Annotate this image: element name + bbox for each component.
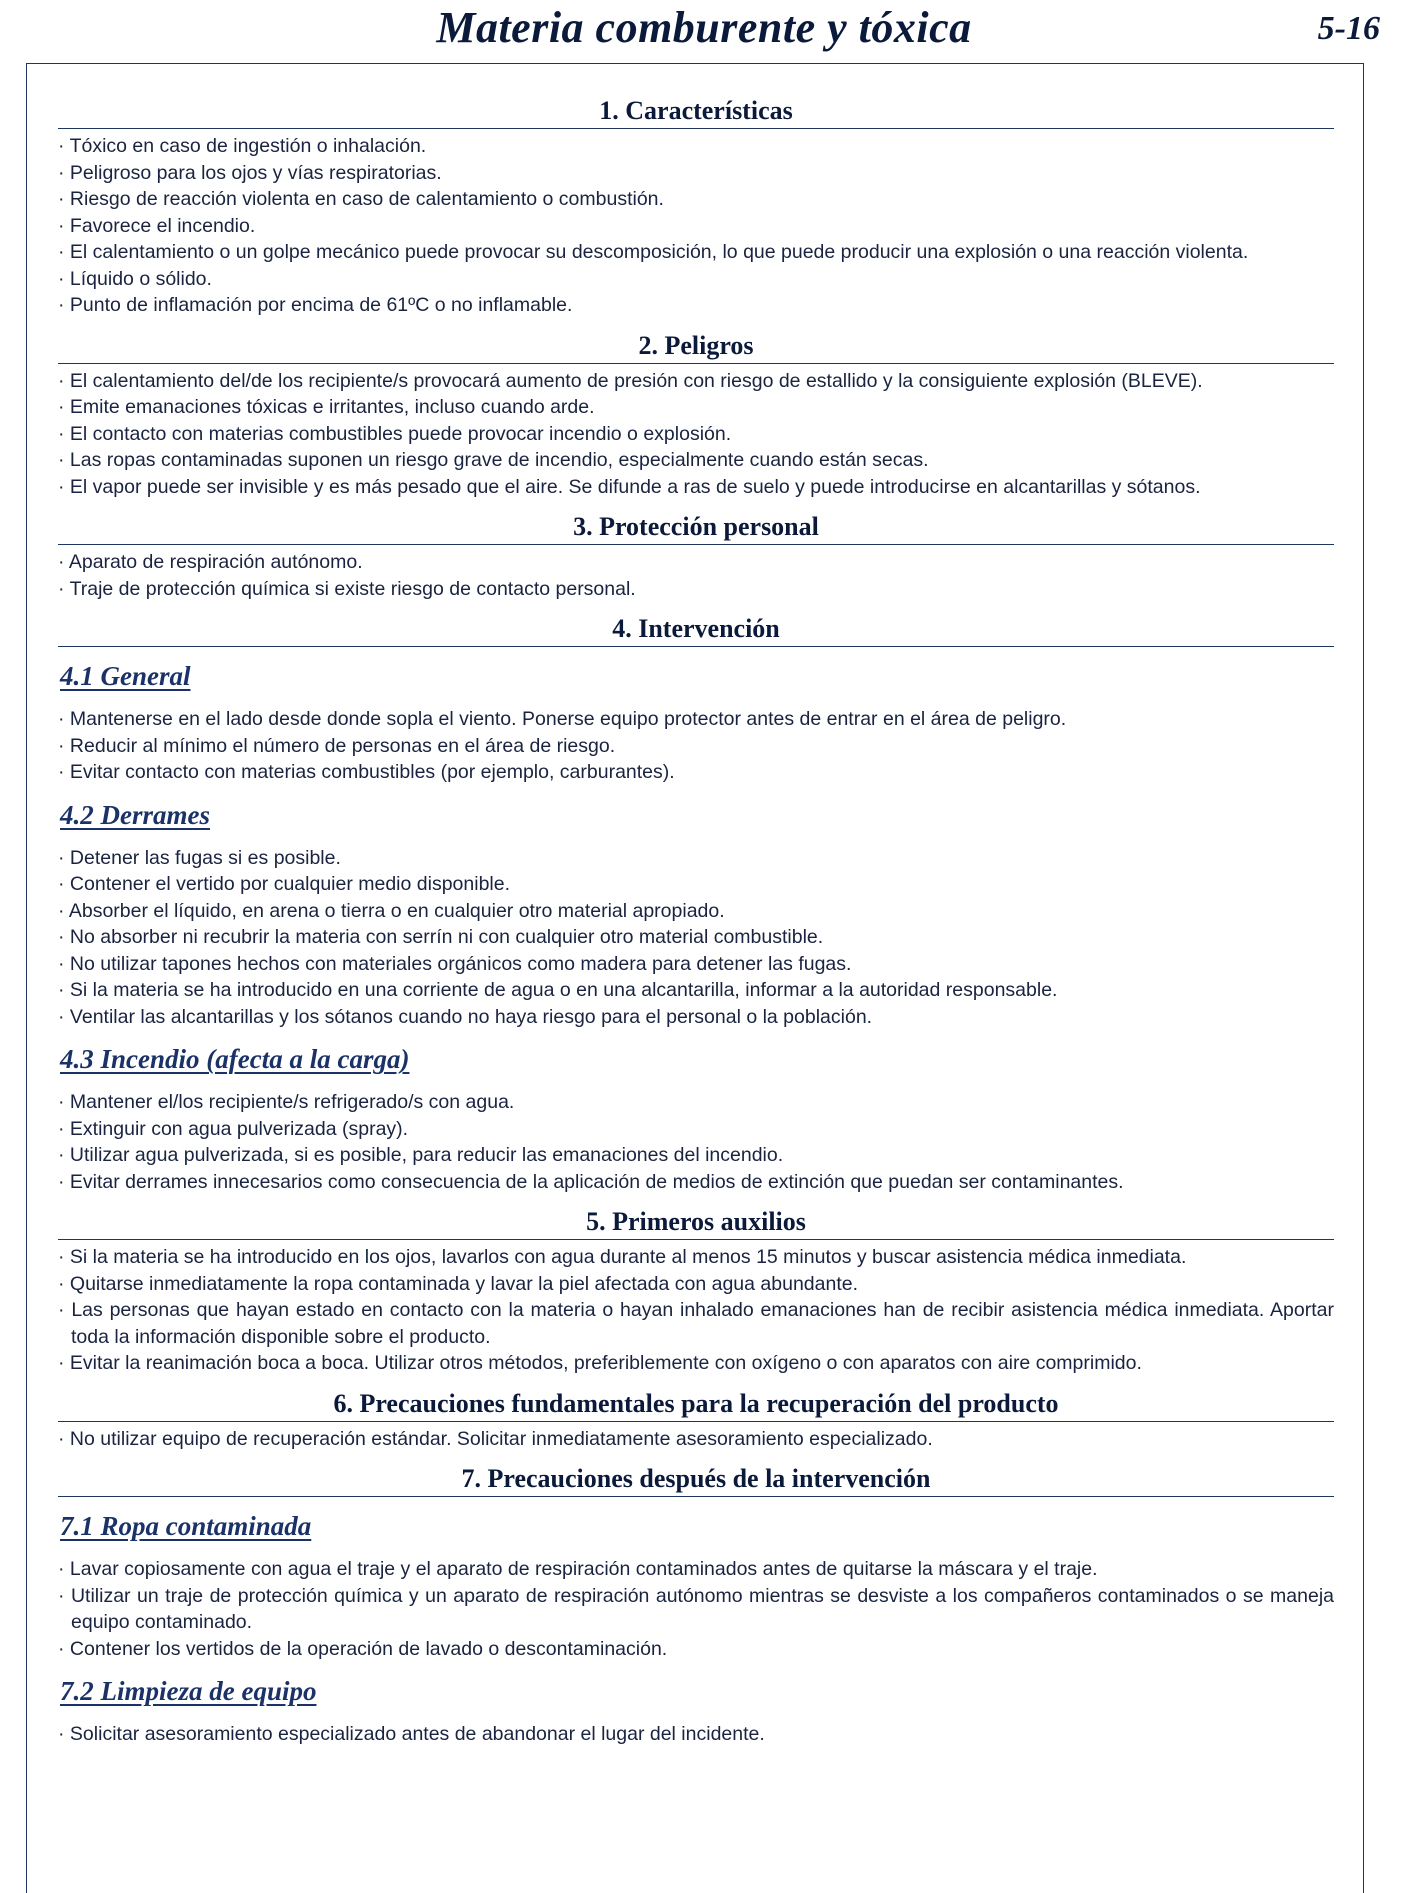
list-item-text: Extinguir con agua pulverizada (spray).	[69, 1117, 409, 1140]
subsection-heading: 4.2 Derrames	[60, 799, 210, 830]
list-item-text: Absorber el líquido, en arena o tierra o en cualquier otro material apropiado.	[68, 899, 725, 922]
bullet-dot-icon: ·	[58, 1144, 70, 1166]
list-item-text: No utilizar equipo de recuperación estándar. Solicitar inmediatamente asesoramiento especializado.	[69, 1427, 933, 1450]
bullet-list	[58, 706, 1334, 786]
subsection-heading: 7.1 Ropa contaminada	[60, 1511, 312, 1541]
bullet-dot-icon: ·	[58, 1005, 70, 1028]
list-item-text: Mantenerse en el lado desde donde sopla el viento. Ponerse equipo protector antes de entrar en el área de peligro.	[69, 708, 1067, 730]
bullet-dot-icon: ·	[58, 708, 70, 730]
list-item-text: Utilizar un traje de protección química y un aparato de respiración autónomo mientras se desviste a los compañeros contaminados o se maneja equipo contaminado.	[70, 1584, 1335, 1633]
section-heading: 2. Peligros	[58, 331, 1334, 364]
list-item	[58, 1583, 1334, 1636]
list-item	[58, 845, 1334, 872]
bullet-dot-icon: ·	[58, 979, 70, 1001]
list-item-text: El calentamiento o un golpe mecánico puede provocar su descomposición, lo que puede producir una explosión o una reacción violenta.	[69, 241, 1249, 263]
list-item	[58, 474, 1334, 501]
bullet-dot-icon: ·	[58, 577, 70, 600]
list-item	[58, 1297, 1334, 1350]
bullet-dot-icon: ·	[58, 294, 70, 316]
bullet-dot-icon: ·	[58, 761, 70, 783]
page-header	[0, 0, 1408, 60]
bullet-dot-icon: ·	[58, 449, 70, 471]
bullet-dot-icon: ·	[58, 369, 70, 392]
list-item	[58, 1426, 1334, 1453]
bullet-list	[58, 133, 1334, 319]
list-item	[58, 706, 1334, 733]
list-item	[58, 421, 1334, 448]
list-item-text: Tóxico en caso de ingestión o inhalación.	[69, 135, 427, 157]
list-item	[58, 898, 1334, 925]
bullet-dot-icon: ·	[58, 1246, 70, 1268]
bullet-dot-icon: ·	[58, 422, 70, 445]
list-item-text: Evitar derrames innecesarios como consecuencia de la aplicación de medios de extinción que puedan ser contaminantes.	[69, 1170, 1124, 1193]
bullet-dot-icon: ·	[58, 267, 70, 290]
list-item	[58, 239, 1334, 266]
bullet-list	[58, 1426, 1334, 1453]
list-item	[58, 1089, 1334, 1116]
bullet-dot-icon: ·	[58, 1299, 72, 1321]
document-body	[58, 96, 1334, 1748]
bullet-dot-icon: ·	[58, 1091, 70, 1113]
bullet-dot-icon: ·	[58, 899, 69, 922]
list-item-text: Traje de protección química si existe riesgo de contacto personal.	[69, 577, 636, 600]
subsection-heading: 7.2 Limpieza de equipo	[60, 1676, 317, 1706]
list-item-text: Peligroso para los ojos y vías respiratorias.	[69, 161, 442, 184]
bullet-dot-icon: ·	[58, 1558, 70, 1580]
section-heading: 1. Características	[58, 96, 1334, 129]
bullet-dot-icon: ·	[58, 952, 70, 975]
bullet-dot-icon: ·	[58, 873, 70, 895]
list-item	[58, 951, 1334, 978]
bullet-list	[58, 845, 1334, 1031]
list-item-text: Favorece el incendio.	[69, 214, 256, 237]
bullet-dot-icon: ·	[58, 1272, 70, 1295]
list-item	[58, 977, 1334, 1004]
list-item-text: Aparato de respiración autónomo.	[68, 551, 363, 573]
list-item	[58, 447, 1334, 474]
list-item	[58, 186, 1334, 213]
section-heading: 5. Primeros auxilios	[58, 1207, 1334, 1240]
list-item-text: Contener el vertido por cualquier medio disponible.	[69, 873, 511, 895]
list-item	[58, 1556, 1334, 1583]
bullet-list	[58, 1089, 1334, 1195]
list-item-text: No absorber ni recubrir la materia con serrín ni con cualquier otro material combustible.	[69, 926, 824, 948]
bullet-dot-icon: ·	[58, 161, 70, 184]
bullet-dot-icon: ·	[58, 1637, 70, 1660]
list-item-text: Reducir al mínimo el número de personas en el área de riesgo.	[69, 734, 616, 757]
list-item	[58, 1142, 1334, 1169]
bullet-dot-icon: ·	[58, 1170, 70, 1193]
bullet-dot-icon: ·	[58, 846, 70, 869]
list-item-text: Quitarse inmediatamente la ropa contaminada y lavar la piel afectada con agua abundante.	[69, 1272, 859, 1295]
list-item	[58, 871, 1334, 898]
list-item-text: El vapor puede ser invisible y es más pesado que el aire. Se difunde a ras de suelo y puede introducirse en alcantarillas y sótanos.	[69, 475, 1201, 498]
list-item	[58, 213, 1334, 240]
list-item	[58, 759, 1334, 786]
list-item	[58, 1004, 1334, 1031]
list-item	[58, 1271, 1334, 1298]
bullet-dot-icon: ·	[58, 475, 70, 498]
list-item	[58, 394, 1334, 421]
section-heading: 3. Protección personal	[58, 512, 1334, 545]
list-item	[58, 1636, 1334, 1663]
list-item	[58, 133, 1334, 160]
bullet-dot-icon: ·	[58, 926, 70, 948]
list-item-text: Evitar la reanimación boca a boca. Utilizar otros métodos, preferiblemente con oxígeno o con aparatos con aire comprimido.	[69, 1352, 1142, 1374]
list-item-text: Detener las fugas si es posible.	[69, 846, 341, 869]
list-item-text: Ventilar las alcantarillas y los sótanos cuando no haya riesgo para el personal o la población.	[69, 1005, 873, 1028]
list-item-text: Las personas que hayan estado en contacto con la materia o hayan inhalado emanaciones han de recibir asistencia médica inmediata. Aportar toda la información disponible sobre el producto.	[71, 1299, 1334, 1348]
list-item-text: Evitar contacto con materias combustibles (por ejemplo, carburantes).	[69, 761, 675, 783]
bullet-dot-icon: ·	[58, 551, 69, 573]
bullet-dot-icon: ·	[58, 135, 70, 157]
page-title: Materia comburente y tóxica	[436, 3, 972, 52]
list-item-text: Riesgo de reacción violenta en caso de calentamiento o combustión.	[69, 188, 664, 210]
section-heading: 6. Precauciones fundamentales para la recuperación del producto	[58, 1389, 1334, 1422]
list-item	[58, 292, 1334, 319]
list-item	[58, 576, 1334, 603]
bullet-dot-icon: ·	[58, 1352, 70, 1374]
bullet-list	[58, 1721, 1334, 1748]
list-item-text: Solicitar asesoramiento especializado antes de abandonar el lugar del incidente.	[69, 1723, 765, 1745]
bullet-list	[58, 368, 1334, 501]
page-number: 5-16	[1317, 10, 1380, 47]
list-item-text: Utilizar agua pulverizada, si es posible, para reducir las emanaciones del incendio.	[69, 1144, 784, 1166]
bullet-dot-icon: ·	[58, 241, 70, 263]
bullet-list	[58, 549, 1334, 602]
bullet-dot-icon: ·	[58, 1117, 70, 1140]
list-item-text: El calentamiento del/de los recipiente/s provocará aumento de presión con riesgo de estallido y la consiguiente explosión (BLEVE).	[69, 369, 1203, 392]
list-item-text: Mantener el/los recipiente/s refrigerado/s con agua.	[69, 1091, 515, 1113]
list-item	[58, 160, 1334, 187]
list-item	[58, 1244, 1334, 1271]
section-heading: 4. Intervención	[58, 614, 1334, 647]
bullet-list	[58, 1556, 1334, 1662]
list-item	[58, 733, 1334, 760]
bullet-dot-icon: ·	[58, 734, 70, 757]
list-item	[58, 549, 1334, 576]
subsection-heading: 4.3 Incendio (afecta a la carga)	[60, 1044, 410, 1074]
list-item-text: Líquido o sólido.	[69, 267, 212, 290]
list-item	[58, 266, 1334, 293]
list-item	[58, 1350, 1334, 1377]
subsection-heading: 4.1 General	[60, 661, 191, 691]
list-item-text: Lavar copiosamente con agua el traje y el aparato de respiración contaminados antes de quitarse la máscara y el traje.	[69, 1558, 1098, 1580]
bullet-dot-icon: ·	[58, 214, 70, 237]
bullet-list	[58, 1244, 1334, 1377]
list-item-text: Las ropas contaminadas suponen un riesgo grave de incendio, especialmente cuando están secas.	[69, 449, 929, 471]
list-item-text: Emite emanaciones tóxicas e irritantes, incluso cuando arde.	[69, 396, 595, 418]
list-item	[58, 1721, 1334, 1748]
list-item-text: Si la materia se ha introducido en una corriente de agua o en una alcantarilla, informar a la autoridad responsable.	[69, 979, 1058, 1001]
bullet-dot-icon: ·	[58, 188, 70, 210]
list-item-text: Punto de inflamación por encima de 61ºC o no inflamable.	[69, 294, 573, 316]
list-item-text: Contener los vertidos de la operación de lavado o descontaminación.	[69, 1637, 668, 1660]
list-item	[58, 1169, 1334, 1196]
bullet-dot-icon: ·	[58, 1427, 70, 1450]
bullet-dot-icon: ·	[58, 1723, 70, 1745]
section-heading: 7. Precauciones después de la intervención	[58, 1464, 1334, 1497]
list-item	[58, 1116, 1334, 1143]
bullet-dot-icon: ·	[58, 396, 70, 418]
list-item-text: No utilizar tapones hechos con materiales orgánicos como madera para detener las fugas.	[69, 952, 852, 975]
bullet-dot-icon: ·	[58, 1584, 71, 1607]
list-item	[58, 368, 1334, 395]
list-item-text: Si la materia se ha introducido en los ojos, lavarlos con agua durante al menos 15 minutos y buscar asistencia médica inmediata.	[69, 1246, 1187, 1268]
list-item-text: El contacto con materias combustibles puede provocar incendio o explosión.	[69, 422, 732, 445]
list-item	[58, 924, 1334, 951]
